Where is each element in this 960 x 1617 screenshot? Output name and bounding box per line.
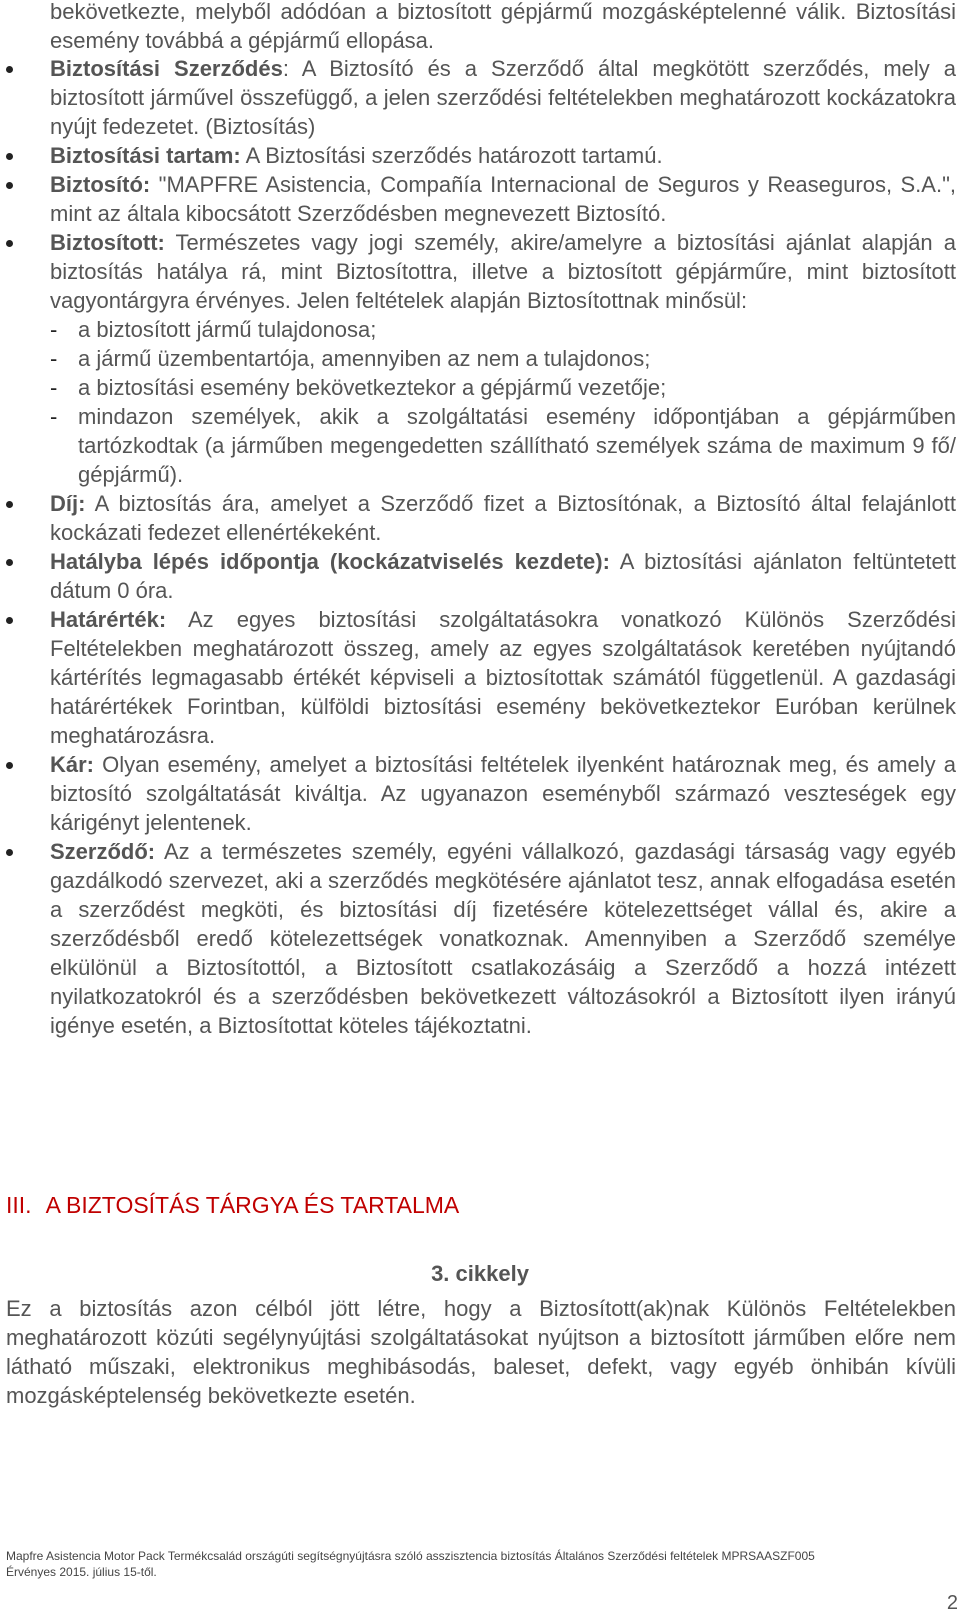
definition-item (0, 170, 960, 228)
bullet-icon (6, 66, 13, 73)
definition-text: A biztosítási ajánlaton feltüntetett dátum 0 óra. (50, 549, 957, 603)
section-heading (6, 1192, 459, 1219)
sublist-item (50, 344, 956, 373)
sublist-text: a biztosítási esemény bekövetkeztekor a gépjármű vezetője; (78, 375, 667, 400)
definition-separator (85, 491, 94, 516)
article-heading: 3. cikkely (431, 1261, 529, 1286)
definition-term: Kár: (50, 752, 95, 777)
sublist-item (50, 315, 956, 344)
definition-item (0, 489, 960, 547)
definition-term: Hatályba lépés időpontja (kockázatviselés kezdete): (50, 549, 610, 574)
dash-icon: - (50, 346, 58, 371)
bullet-icon (6, 501, 13, 508)
definition-text: Természetes vagy jogi személy, akire/amelyre a biztosítási ajánlat alapján a biztosítás hatálya rá, mint Biztosítottra, illetve a biztosított gépjárműre, mint biztosított vagyontárgyra érvényes. Jelen feltételek alapján Biztosítottnak minősül: (50, 230, 956, 313)
dash-icon: - (50, 404, 58, 429)
definition-item (0, 605, 960, 750)
definition-separator (165, 230, 176, 255)
section-title: A BIZTOSÍTÁS TÁRGYA ÉS TARTALMA (45, 1192, 460, 1218)
definition-item (0, 228, 960, 489)
definition-separator (150, 172, 158, 197)
section-number: III. (6, 1192, 32, 1218)
sublist-text: a jármű üzembentartója, amennyiben az nem a tulajdonos; (78, 346, 651, 371)
definition-term: Biztosítási tartam: (50, 143, 241, 168)
definition-separator (155, 839, 164, 864)
definition-item (0, 141, 960, 170)
definition-separator (610, 549, 620, 574)
definition-term: Biztosítási Szerződés (50, 56, 283, 81)
definition-separator: : (282, 56, 302, 81)
definition-term: Biztosított: (50, 230, 165, 255)
definition-term: Szerződő: (50, 839, 156, 864)
sublist-text: a biztosított jármű tulajdonosa; (78, 317, 377, 342)
definition-separator (166, 607, 188, 632)
definition-text: A biztosítás ára, amelyet a Szerződő fizet a Biztosítónak, a Biztosító által felajánlott kockázati fedezet ellenértékeként. (50, 491, 956, 545)
bullet-icon (6, 849, 13, 856)
definition-item (0, 750, 960, 837)
definition-text: Az a természetes személy, egyéni vállalkozó, gazdasági társaság vagy egyéb gazdálkodó szervezet, aki a szerződés megkötésére ajánlatot tesz, annak elfogadása esetén a szerződést megköti, és biztosítási díj fizetésére kötelezettséget vállal és, akire a szerződésből eredő kötelezettségek vonatkoznak. Amennyiben a Szerződő személye elkülönül a Biztosítottól, a Biztosított csatlakozásáig a Szerződő a hozzá intézett nyilatkozatokról és a szerződésben bekövetkezett változásokról a Biztosított ilyen irányú igénye esetén, a Biztosítottat köteles tájékoztatni. (50, 839, 956, 1038)
footer-line: Mapfre Asistencia Motor Pack Termékcsalád országúti segítségnyújtásra szóló asszisztencia biztosítás Általános Szerződési feltételek MPRSAASZF005 (6, 1549, 815, 1563)
sublist-text: mindazon személyek, akik a szolgáltatási esemény időpontjában a gépjárműben tartózkodtak (a járműben megengedetten szállítható személyek száma de maximum 9 fő/ gépjármű). (78, 404, 956, 487)
definition-text: Az egyes biztosítási szolgáltatásokra vonatkozó Különös Szerződési Feltételekben meghatározott összeg, amely az egyes szolgáltatások keretében nyújtandó kártérítés legmagasabb értékét képviseli a biztosítottak számától függetlenül. A gazdasági határértékek Forintban, külföldi biztosítási esemény bekövetkeztekor Euróban kerülnek meghatározásra. (50, 607, 956, 748)
bullet-icon (6, 762, 13, 769)
definition-text: Olyan esemény, amelyet a biztosítási feltételek ilyenként határoznak meg, és amely a biztosító szolgáltatását kiváltja. Az ugyanazon eseményből származó veszteségek egy kárigényt jelentenek. (50, 752, 956, 835)
bullet-icon (6, 617, 13, 624)
sublist-item (50, 373, 956, 402)
definition-item (0, 547, 960, 605)
definition-text: A Biztosító és a Szerződő által megkötött szerződés, mely a biztosított járművel összefüggő, a jelen szerződési feltételekben meghatározott kockázatokra nyújt fedezetet. (Biztosítás) (50, 56, 957, 139)
bullet-icon (6, 182, 13, 189)
definition-separator (94, 752, 102, 777)
dash-icon: - (50, 375, 58, 400)
continuation-paragraph: bekövetkezte, melyből adódóan a biztosított gépjármű mozgásképtelenné válik. Biztosítási esemény továbbá a gépjármű ellopása. (50, 0, 956, 53)
definition-term: Biztosító: (50, 172, 151, 197)
page-number: 2 (946, 1592, 958, 1614)
page-footer (6, 1548, 815, 1580)
definition-item (0, 837, 960, 1040)
dash-icon: - (50, 317, 58, 342)
bullet-icon (6, 153, 13, 160)
sublist-item (50, 402, 956, 489)
footer-line: Érvényes 2015. július 15-től. (6, 1565, 157, 1579)
definition-text: "MAPFRE Asistencia, Compañía Internacional de Seguros y Reaseguros, S.A.", mint az általa kibocsátott Szerződésben megnevezett Biztosító. (50, 172, 956, 226)
definition-term: Határérték: (50, 607, 167, 632)
definition-item (0, 54, 960, 141)
article-body: Ez a biztosítás azon célból jött létre, hogy a Biztosított(ak)nak Különös Feltételekben meghatározott közúti segélynyújtási szolgáltatásokat nyújtson a biztosított járműben előre nem látható műszaki, elektronikus meghibásodás, baleset, defekt, vagy egyéb önhibán kívüli mozgásképtelenség bekövetkezte esetén. (6, 1296, 956, 1408)
definitions-list (0, 54, 960, 1040)
bullet-icon (6, 240, 13, 247)
bullet-icon (6, 559, 13, 566)
definition-term: Díj: (50, 491, 86, 516)
definition-text: A Biztosítási szerződés határozott tartamú. (245, 143, 663, 168)
